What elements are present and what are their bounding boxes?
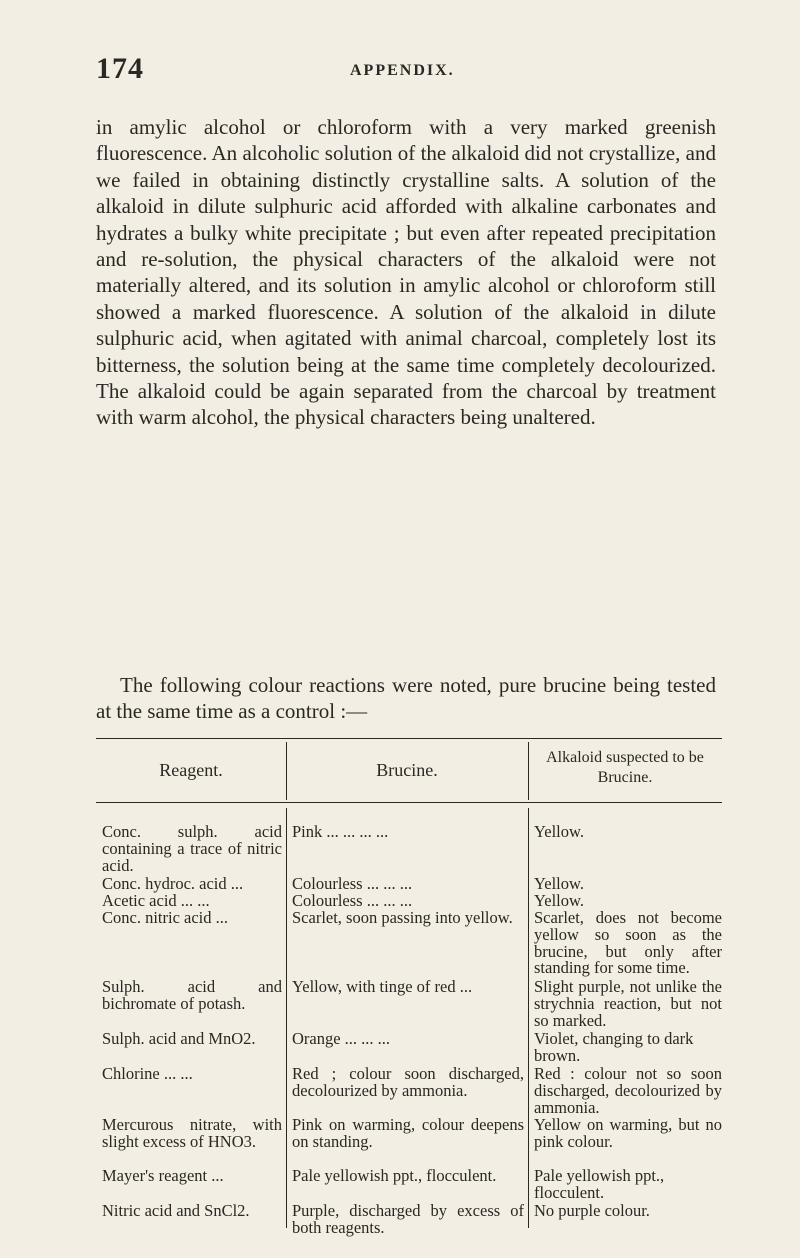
table-header-rule xyxy=(96,802,722,803)
brucine-cell: Pale yellowish ppt., flocculent. xyxy=(292,1166,497,1185)
brucine-cell: Scarlet, soon passing into yellow. xyxy=(292,908,513,927)
brucine-cell: Pink ... ... ... ... xyxy=(292,822,389,841)
brucine-cell: Red ; colour soon discharged, decolourized by ammonia. xyxy=(292,1064,524,1100)
reagent-cell: Mayer's reagent ... xyxy=(102,1166,224,1185)
suspected-cell: Red : colour not so soon discharged, decolourized by ammonia. xyxy=(534,1064,722,1117)
reagent-cell: Sulph. acid and bichromate of potash. xyxy=(102,977,282,1013)
suspected-cell: Yellow. xyxy=(534,874,584,893)
suspected-cell: Violet, changing to dark brown. xyxy=(534,1029,694,1065)
reagent-cell: Conc. nitric acid ... xyxy=(102,908,229,927)
reagent-cell: Chlorine ... ... xyxy=(102,1064,193,1083)
body-paragraph: The following colour reactions were noted, pure brucine being tested at the same time as a control :— xyxy=(96,673,716,724)
reagent-cell: Nitric acid and SnCl2. xyxy=(102,1201,250,1220)
table-top-rule xyxy=(96,738,722,739)
suspected-cell: Yellow. xyxy=(534,822,584,841)
brucine-cell: Yellow, with tinge of red ... xyxy=(292,977,473,996)
column-header-reagent: Reagent. xyxy=(159,760,223,780)
suspected-cell: Pale yellowish ppt., flocculent. xyxy=(534,1166,665,1202)
suspected-cell: Scarlet, does not become yellow so soon as the brucine, but only after standing for some time. xyxy=(534,908,722,978)
table-continuation xyxy=(96,1238,722,1258)
suspected-cell: Yellow on warming, but no pink colour. xyxy=(534,1115,722,1151)
suspected-cell: No purple colour. xyxy=(534,1201,650,1220)
reagent-cell: Acetic acid ... ... xyxy=(102,891,210,910)
brucine-cell: Colourless ... ... ... xyxy=(292,874,413,893)
running-head: APPENDIX. xyxy=(350,62,455,79)
column-header-suspected: Alkaloid suspected to be Brucine. xyxy=(546,749,704,786)
reagent-cell: Sulph. acid and MnO2. xyxy=(102,1029,256,1048)
body-paragraph: in amylic alcohol or chloroform with a very marked greenish fluorescence. An alcoholic solution of the alkaloid did not crystallize, and we failed in obtaining distinctly crystalline salts. A solution of the alkaloid in dilute sulphuric acid afforded with alkaline carbonates and hydrates a bulky white precipitate ; but even after repeated precipitation and re-solution, the physical characters of the alkaloid were not materially altered, and its solution in amylic alcohol or chloroform still showed a marked fluorescence. A solution of the alkaloid in dilute sulphuric acid, when agitated with animal charcoal, completely lost its bitterness, the solution being at the same time completely decolourized. The alkaloid could be again separated from the charcoal by treatment with warm alcohol, the physical characters being unaltered. xyxy=(96,115,716,430)
brucine-cell: Purple, discharged by excess of both reagents. xyxy=(292,1201,524,1237)
colour-reactions-table xyxy=(96,738,722,1238)
page-header xyxy=(96,52,716,92)
column-header-brucine: Brucine. xyxy=(376,760,438,780)
suspected-cell: Slight purple, not unlike the strychnia reaction, but not so marked. xyxy=(534,977,722,1030)
reagent-cell: Conc. hydroc. acid ... xyxy=(102,874,244,893)
column-divider xyxy=(528,808,529,1228)
reagent-cell: Mercurous nitrate, with slight excess of HNO3. xyxy=(102,1115,282,1151)
suspected-cell: Yellow. xyxy=(534,891,584,910)
page-number: 174 xyxy=(96,52,144,85)
brucine-cell: Pink on warming, colour deepens on standing. xyxy=(292,1115,524,1151)
reagent-cell: Conc. sulph. acid containing a trace of nitric acid. xyxy=(102,822,282,875)
brucine-cell: Colourless ... ... ... xyxy=(292,891,413,910)
column-divider xyxy=(286,808,287,1228)
brucine-cell: Orange ... ... ... xyxy=(292,1029,391,1048)
